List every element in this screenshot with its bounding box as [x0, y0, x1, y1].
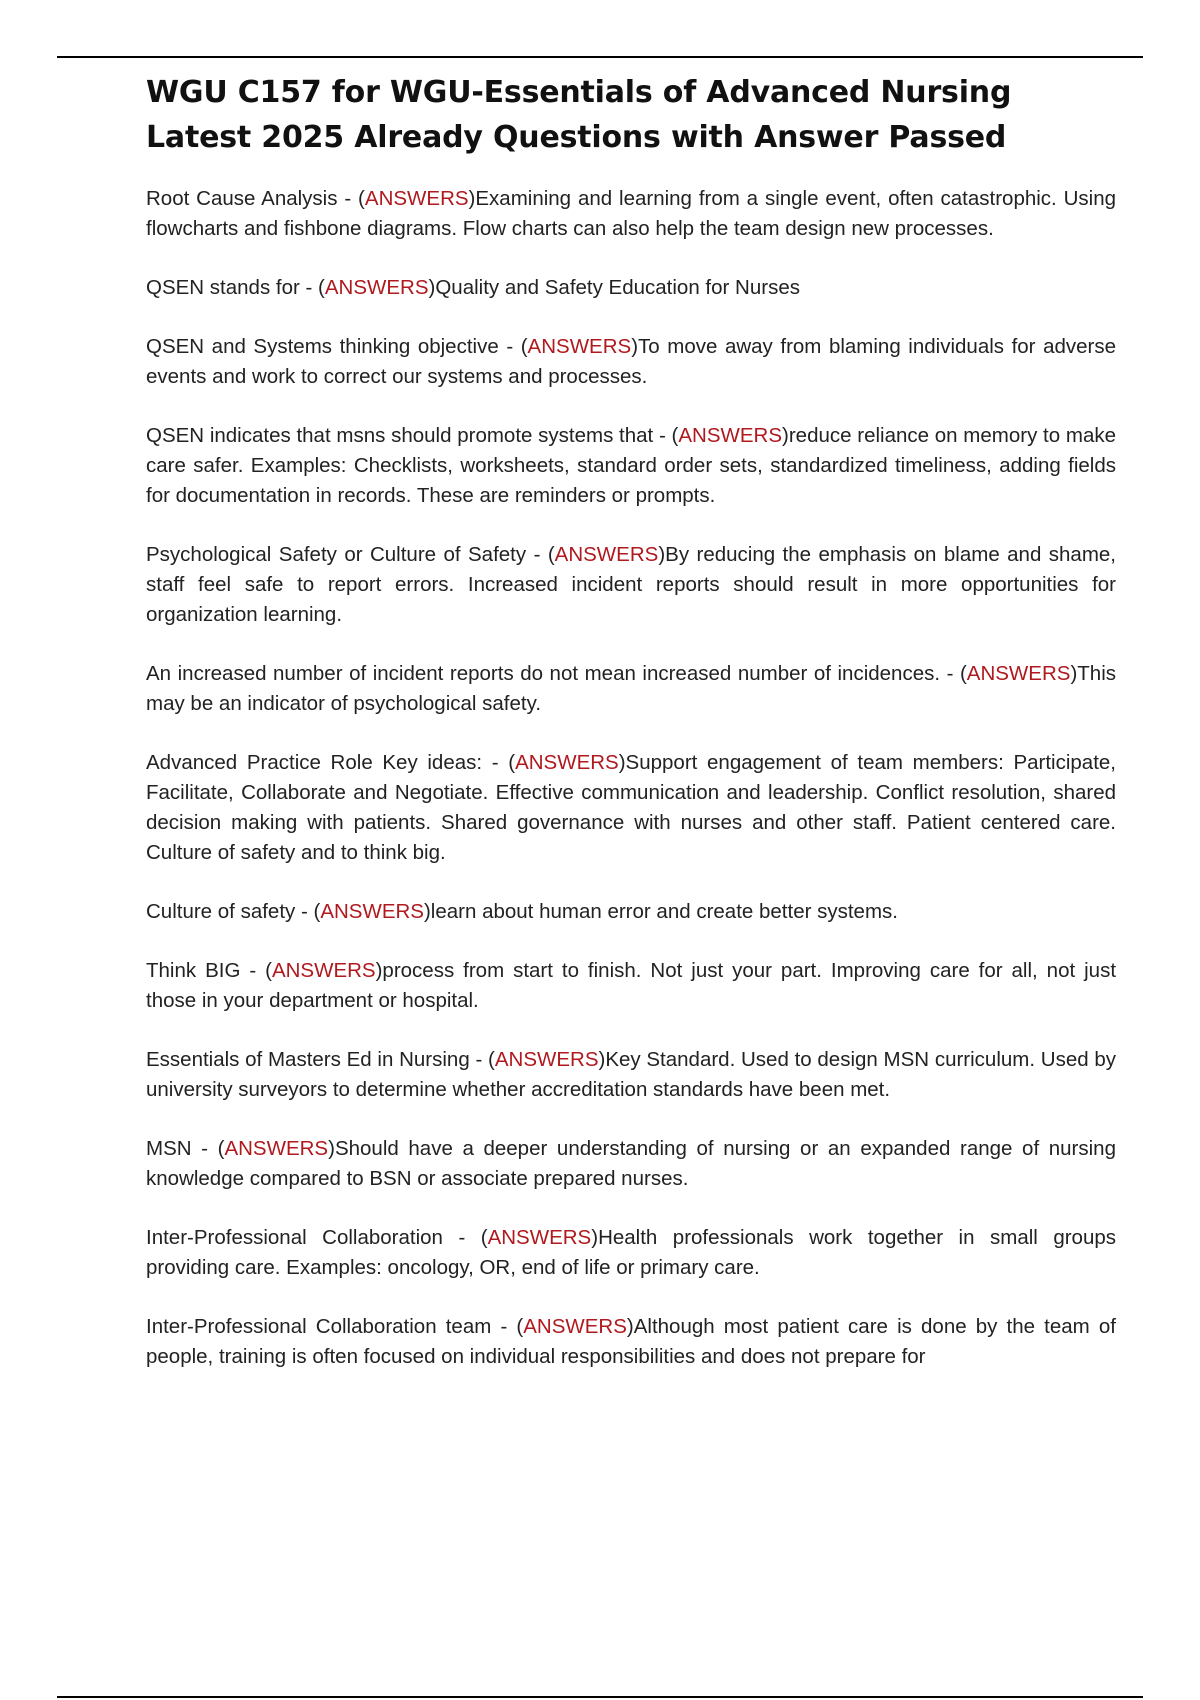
answers-tag: ANSWERS [523, 1315, 627, 1338]
qa-entry-1: Root Cause Analysis - (ANSWERS)Examining and learning from a single event, often catastrophic. Using flowcharts and fishbone diagrams. Flow charts can also help the team design new processes. [146, 187, 1117, 240]
qa-term: Inter-Professional Collaboration team [146, 1315, 492, 1338]
qa-term: Root Cause Analysis [146, 187, 338, 210]
top-divider [57, 56, 1143, 58]
qa-answer: Health professionals work together in small groups providing care. Examples: oncology, OR, end of life or primary care. [146, 1226, 1117, 1279]
qa-answer: Support engagement of team members: Participate, Facilitate, Collaborate and Negotiate. Effective communication and leadership. Conflict resolution, shared decision making with patients. Shared governance with nurses and other staff. Patient centered care. Culture of safety and to think big. [146, 751, 1116, 864]
answers-tag: ANSWERS [224, 1137, 329, 1160]
qa-term: Culture of safety [146, 900, 296, 923]
bottom-divider [57, 1696, 1143, 1698]
answers-tag: ANSWERS [320, 900, 424, 923]
qa-entry-5: Psychological Safety or Culture of Safety - (ANSWERS)By reducing the emphasis on blame and shame, staff feel safe to report errors. Increased incident reports should result in more opportunities for organization learning. [146, 543, 1117, 626]
qa-term: QSEN indicates that msns should promote systems that [146, 424, 654, 447]
qa-answer: This may be an indicator of psychological safety. [146, 662, 1116, 715]
qa-entry-6: An increased number of incident reports do not mean increased number of incidences. - (ANSWERS)This may be an indicator of psychological safety. [146, 662, 1116, 715]
qa-term: Psychological Safety or Culture of Safety [146, 543, 527, 566]
qa-list [146, 184, 1116, 1372]
qa-term: Think BIG [146, 959, 241, 982]
qa-entry-13: Inter-Professional Collaboration team - (ANSWERS)Although most patient care is done by the team of people, training is often focused on individual responsibilities and does not prepare for [146, 1315, 1116, 1368]
qa-term: Inter-Professional Collaboration [146, 1226, 443, 1249]
qa-term: Advanced Practice Role Key ideas: [146, 751, 483, 774]
qa-entry-8: Culture of safety - (ANSWERS)learn about human error and create better systems. [146, 900, 898, 923]
qa-entry-9: Think BIG - (ANSWERS)process from start to finish. Not just your part. Improving care for all, not just those in your department or hospital. [146, 959, 1117, 1012]
qa-answer: Although most patient care is done by the team of people, training is often focused on individual responsibilities and does not prepare for [146, 1315, 1116, 1368]
answers-tag: ANSWERS [554, 543, 659, 566]
answers-tag: ANSWERS [487, 1226, 592, 1249]
qa-term: MSN [146, 1137, 192, 1160]
qa-entry-12: Inter-Professional Collaboration - (ANSWERS)Health professionals work together in small groups providing care. Examples: oncology, OR, end of life or primary care. [146, 1226, 1117, 1279]
answers-tag: ANSWERS [527, 335, 632, 358]
answers-tag: ANSWERS [966, 662, 1071, 685]
qa-answer: Examining and learning from a single event, often catastrophic. Using flowcharts and fishbone diagrams. Flow charts can also help the team design new processes. [146, 187, 1117, 240]
qa-answer: Should have a deeper understanding of nursing or an expanded range of nursing knowledge compared to BSN or associate prepared nurses. [146, 1137, 1116, 1190]
qa-answer: Key Standard. Used to design MSN curriculum. Used by university surveyors to determine whether accreditation standards have been met. [146, 1048, 1117, 1101]
qa-entry-11: MSN - (ANSWERS)Should have a deeper understanding of nursing or an expanded range of nursing knowledge compared to BSN or associate prepared nurses. [146, 1137, 1116, 1190]
qa-entry-3: QSEN and Systems thinking objective - (ANSWERS)To move away from blaming individuals for adverse events and work to correct our systems and processes. [146, 335, 1117, 388]
qa-answer: learn about human error and create better systems. [430, 900, 898, 923]
answers-tag: ANSWERS [678, 424, 783, 447]
qa-entry-2: QSEN stands for - (ANSWERS)Quality and Safety Education for Nurses [146, 276, 800, 299]
qa-answer: Quality and Safety Education for Nurses [435, 276, 800, 299]
document-title: WGU C157 for WGU-Essentials of Advanced Nursing Latest 2025 Already Questions with Answer Passed [146, 75, 1012, 155]
answers-tag: ANSWERS [324, 276, 429, 299]
document-body [146, 70, 1116, 1401]
answers-tag: ANSWERS [515, 751, 619, 774]
qa-answer: By reducing the emphasis on blame and shame, staff feel safe to report errors. Increased incident reports should result in more opportunities for organization learning. [146, 543, 1117, 626]
qa-term: QSEN and Systems thinking objective [146, 335, 499, 358]
answers-tag: ANSWERS [494, 1048, 599, 1071]
qa-entry-4: QSEN indicates that msns should promote systems that - (ANSWERS)reduce reliance on memory to make care safer. Examples: Checklists, worksheets, standard order sets, standardized timeliness, adding fields for documentation in records. These are reminders or prompts. [146, 424, 1117, 507]
answers-tag: ANSWERS [271, 959, 376, 982]
qa-entry-7: Advanced Practice Role Key ideas: - (ANSWERS)Support engagement of team members: Participate, Facilitate, Collaborate and Negotiate. Effective communication and leadership. Conflict resolution, shared decision making with patients. Shared governance with nurses and other staff. Patient centered care. Culture of safety and to think big. [146, 751, 1116, 864]
qa-answer: reduce reliance on memory to make care safer. Examples: Checklists, worksheets, standard order sets, standardized timeliness, adding fields for documentation in records. These are reminders or prompts. [146, 424, 1117, 507]
qa-answer: process from start to finish. Not just your part. Improving care for all, not just those in your department or hospital. [146, 959, 1117, 1012]
answers-tag: ANSWERS [364, 187, 469, 210]
qa-entry-10: Essentials of Masters Ed in Nursing - (ANSWERS)Key Standard. Used to design MSN curriculum. Used by university surveyors to determine whether accreditation standards have been met. [146, 1048, 1117, 1101]
qa-term: An increased number of incident reports do not mean increased number of incidences. [146, 662, 941, 685]
qa-answer: To move away from blaming individuals for adverse events and work to correct our systems and processes. [146, 335, 1117, 388]
qa-term: QSEN stands for [146, 276, 300, 299]
qa-term: Essentials of Masters Ed in Nursing [146, 1048, 470, 1071]
